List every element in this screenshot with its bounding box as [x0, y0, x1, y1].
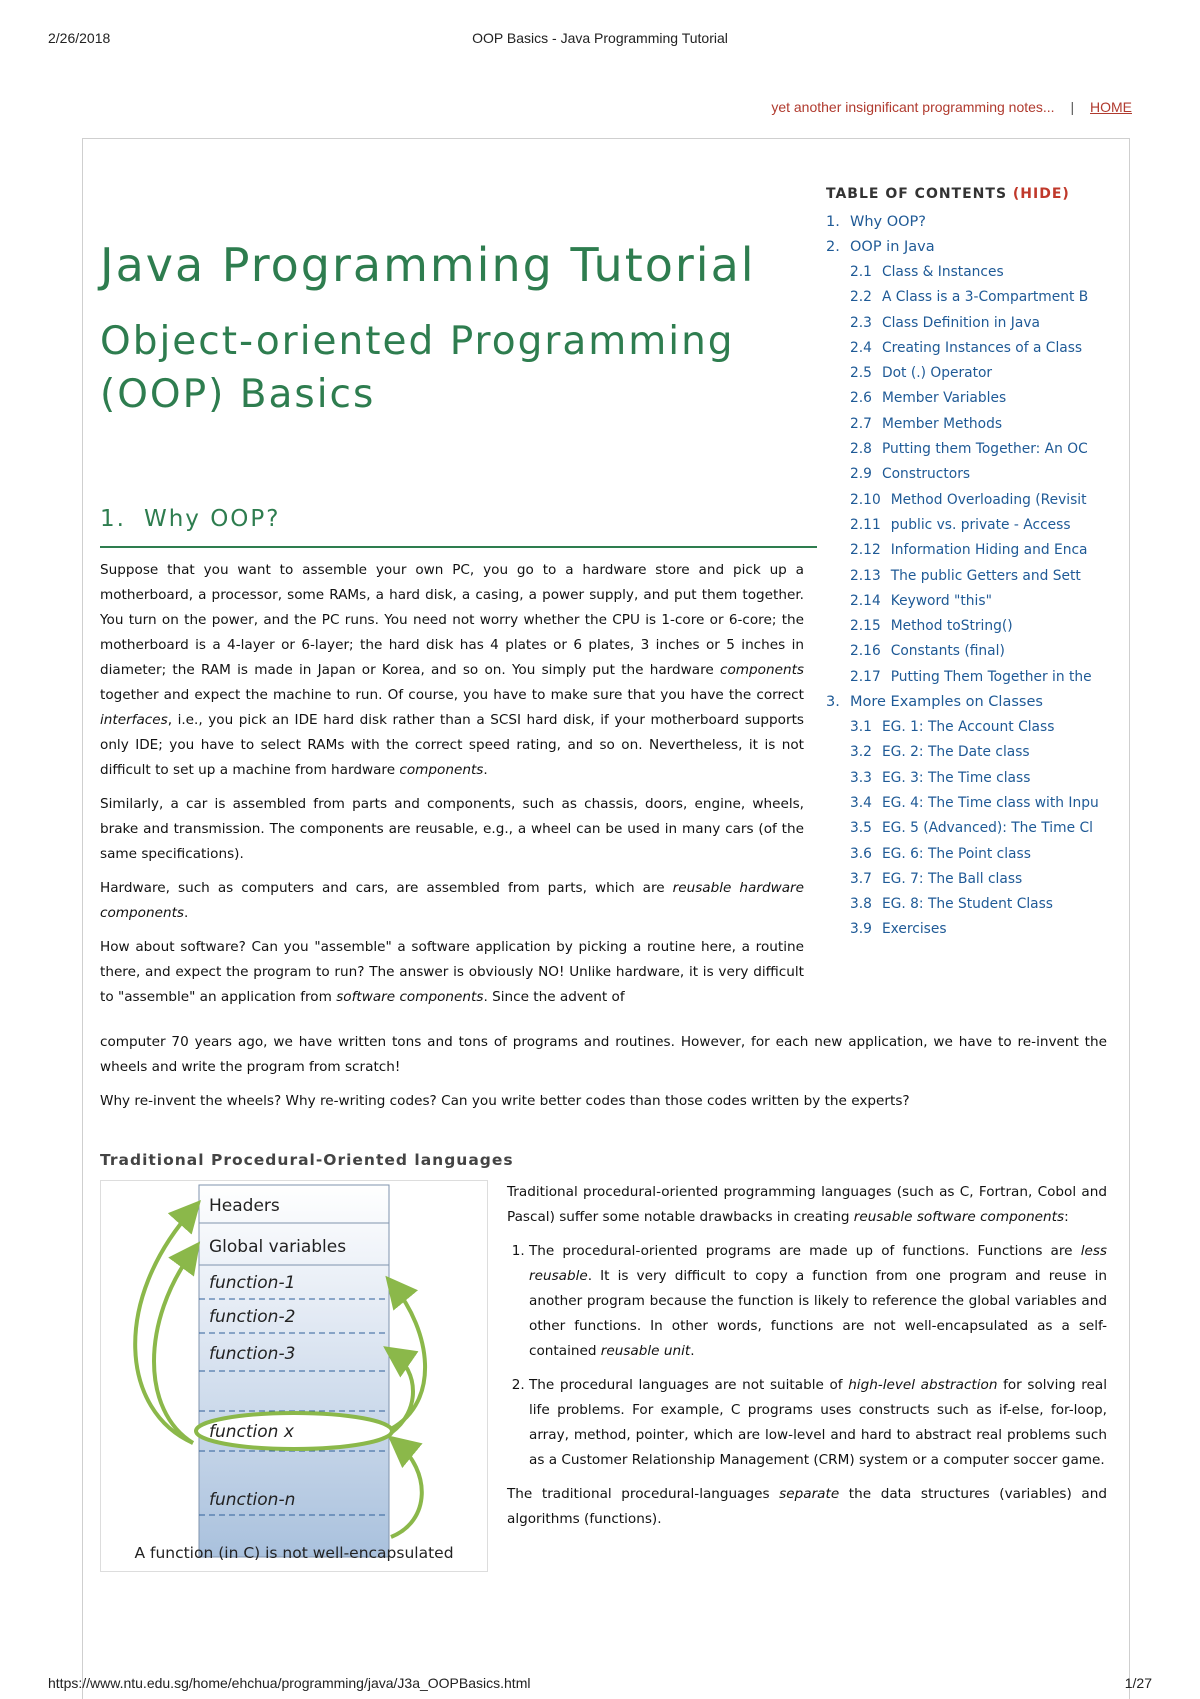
diagram-label: Global variables	[209, 1237, 347, 1257]
toc-heading	[826, 186, 1102, 202]
toc-hide-button[interactable]: (HIDE)	[1012, 186, 1070, 202]
toc-item[interactable]: 3.3 EG. 3: The Time class	[850, 769, 1031, 786]
diagram-caption: A function (in C) is not well-encapsulated	[134, 1544, 454, 1562]
paragraph: Similarly, a car is assembled from parts and components, such as chassis, doors, engine, wheels, brake and transmission. The components are reusable, e.g., a wheel can be used in many cars (of the same specifications).	[100, 796, 804, 862]
toc-item[interactable]: 2.1 Class & Instances	[850, 264, 1004, 280]
toc-list	[826, 214, 1102, 947]
toc-item[interactable]: 2.5 Dot (.) Operator	[850, 365, 993, 382]
section-number: 1.	[100, 506, 126, 532]
toc-item[interactable]: 3.1 EG. 1: The Account Class	[850, 719, 1055, 736]
diagram-label: Headers	[209, 1196, 280, 1216]
table-of-contents	[826, 186, 1102, 947]
toc-item[interactable]: 2.4 Creating Instances of a Class	[850, 339, 1083, 356]
diagram-svg	[101, 1181, 487, 1571]
section-title: Why OOP?	[143, 506, 281, 532]
top-nav	[771, 99, 1132, 115]
toc-item[interactable]: 2.12 Information Hiding and Enca	[850, 542, 1088, 559]
arrow	[391, 1353, 413, 1433]
paragraph: How about software? Can you "assemble" a software application by picking a routine here, a routine there, and expect the program to run? The answer is obviously NO! Unlike hardware, it is very difficult to "assemble" an application from software components. Since the advent of	[100, 939, 804, 1005]
toc-item[interactable]: 2.9 Constructors	[850, 466, 971, 483]
subsection-heading: Traditional Procedural-Oriented languages	[100, 1151, 514, 1169]
diagram-label: function-n	[209, 1490, 296, 1510]
print-url: https://www.ntu.edu.sg/home/ehchua/programming/java/J3a_OOPBasics.html	[48, 1675, 531, 1691]
print-date: 2/26/2018	[48, 30, 111, 46]
drawback-list	[507, 1239, 1107, 1473]
toc-item[interactable]: 2.2 A Class is a 3-Compartment B	[850, 289, 1089, 306]
toc-heading-text: TABLE OF CONTENTS	[826, 186, 1008, 202]
toc-item[interactable]: 2.8 Putting them Together: An OC	[850, 441, 1088, 458]
toc-item[interactable]: 2.15 Method toString()	[850, 618, 1013, 635]
home-link[interactable]: HOME	[1090, 99, 1132, 115]
paragraph: Why re-invent the wheels? Why re-writing codes? Can you write better codes than those codes written by the experts?	[100, 1093, 910, 1109]
toc-item[interactable]: 3.5 EG. 5 (Advanced): The Time Cl	[850, 820, 1093, 837]
function-encapsulation-diagram	[100, 1180, 488, 1572]
print-title: OOP Basics - Java Programming Tutorial	[472, 30, 728, 46]
paragraph: The traditional procedural-languages separate the data structures (variables) and algorithms (functions).	[507, 1486, 1107, 1527]
paragraph: Hardware, such as computers and cars, are assembled from parts, which are reusable hardware components.	[100, 880, 804, 921]
toc-item[interactable]: 3.4 EG. 4: The Time class with Inpu	[850, 794, 1099, 811]
diagram-label: function-1	[209, 1273, 296, 1293]
page-title: Java Programming Tutorial	[100, 238, 756, 292]
toc-item[interactable]: 2.14 Keyword "this"	[850, 592, 992, 609]
toc-item[interactable]: 1. Why OOP?	[826, 214, 926, 230]
list-item: 2. The procedural languages are not suitable of high-level abstraction for solving real life problems. For example, C programs uses constructs such as if-else, for-loop, array, method, pointer, which are low-level and hard to abstract real problems such as a Customer Relationship Management (CRM) system or a computer soccer game.	[529, 1373, 1107, 1473]
toc-item[interactable]: 2.7 Member Methods	[850, 415, 1003, 432]
print-page-number: 1/27	[1124, 1675, 1152, 1691]
arrow	[154, 1251, 193, 1443]
nav-separator: |	[1070, 99, 1075, 115]
toc-item[interactable]: 3.8 EG. 8: The Student Class	[850, 896, 1053, 913]
paragraph: Traditional procedural-oriented programming languages (such as C, Fortran, Cobol and Pascal) suffer some notable drawbacks in creating reusable software components:	[507, 1184, 1107, 1225]
list-item: 1. The procedural-oriented programs are made up of functions. Functions are less reusable. It is very difficult to copy a function from one program and reuse in another program because the function is likely to reference the global variables and other functions. In other words, functions are not well-encapsulated as a self-contained reusable unit.	[529, 1239, 1107, 1364]
diagram-label: function-3	[209, 1344, 296, 1364]
arrow	[391, 1443, 422, 1537]
toc-item[interactable]: 2.10 Method Overloading (Revisit	[850, 491, 1087, 508]
toc-item[interactable]: 2.6 Member Variables	[850, 390, 1007, 407]
toc-item[interactable]: 3.2 EG. 2: The Date class	[850, 744, 1030, 761]
paragraph: Suppose that you want to assemble your own PC, you go to a hardware store and pick up a motherboard, a processor, some RAMs, a hard disk, a casing, a power supply, and put them together. You turn on the power, and the PC runs. You need not worry whether the CPU is 1-core or 6-core; the motherboard is a 4-layer or 6-layer; the hard disk has 4 plates or 6 plates, 3 inches or 5 inches in diameter; the RAM is made in Japan or Korea, and so on. You simply put the hardware components together and expect the machine to run. Of course, you have to make sure that you have the correct interfaces, i.e., you pick an IDE hard disk rather than a SCSI hard disk, if your motherboard supports only IDE; you have to select RAMs with the correct speed rating, and so on. Nevertheless, it is not difficult to set up a machine from hardware components.	[100, 562, 804, 778]
diagram-label: function x	[209, 1422, 294, 1442]
toc-item[interactable]: 2. OOP in Java	[826, 239, 935, 255]
toc-item[interactable]: 3. More Examples on Classes	[826, 694, 1043, 711]
toc-item[interactable]: 2.3 Class Definition in Java	[850, 314, 1040, 331]
toc-item[interactable]: 3.6 EG. 6: The Point class	[850, 845, 1031, 862]
site-tagline: yet another insignificant programming notes...	[771, 99, 1055, 115]
toc-item[interactable]: 3.7 EG. 7: The Ball class	[850, 870, 1023, 887]
section-heading-why-oop	[100, 506, 817, 548]
intro-text-wide	[100, 1030, 1107, 1123]
toc-item[interactable]: 3.9 Exercises	[850, 921, 947, 938]
toc-item[interactable]: 2.11 public vs. private - Access	[850, 516, 1071, 533]
toc-item[interactable]: 2.13 The public Getters and Sett	[850, 567, 1081, 584]
toc-item[interactable]: 2.16 Constants (final)	[850, 643, 1005, 660]
paragraph: computer 70 years ago, we have written tons and tons of programs and routines. However, for each new application, we have to re-invent the wheels and write the program from scratch!	[100, 1034, 1107, 1075]
diagram-label: function-2	[209, 1307, 296, 1327]
page-subtitle: Object-oriented Programming (OOP) Basics	[100, 319, 735, 417]
toc-item[interactable]: 2.17 Putting Them Together in the	[850, 668, 1092, 685]
intro-text	[100, 558, 804, 1010]
procedural-text	[507, 1180, 1107, 1541]
